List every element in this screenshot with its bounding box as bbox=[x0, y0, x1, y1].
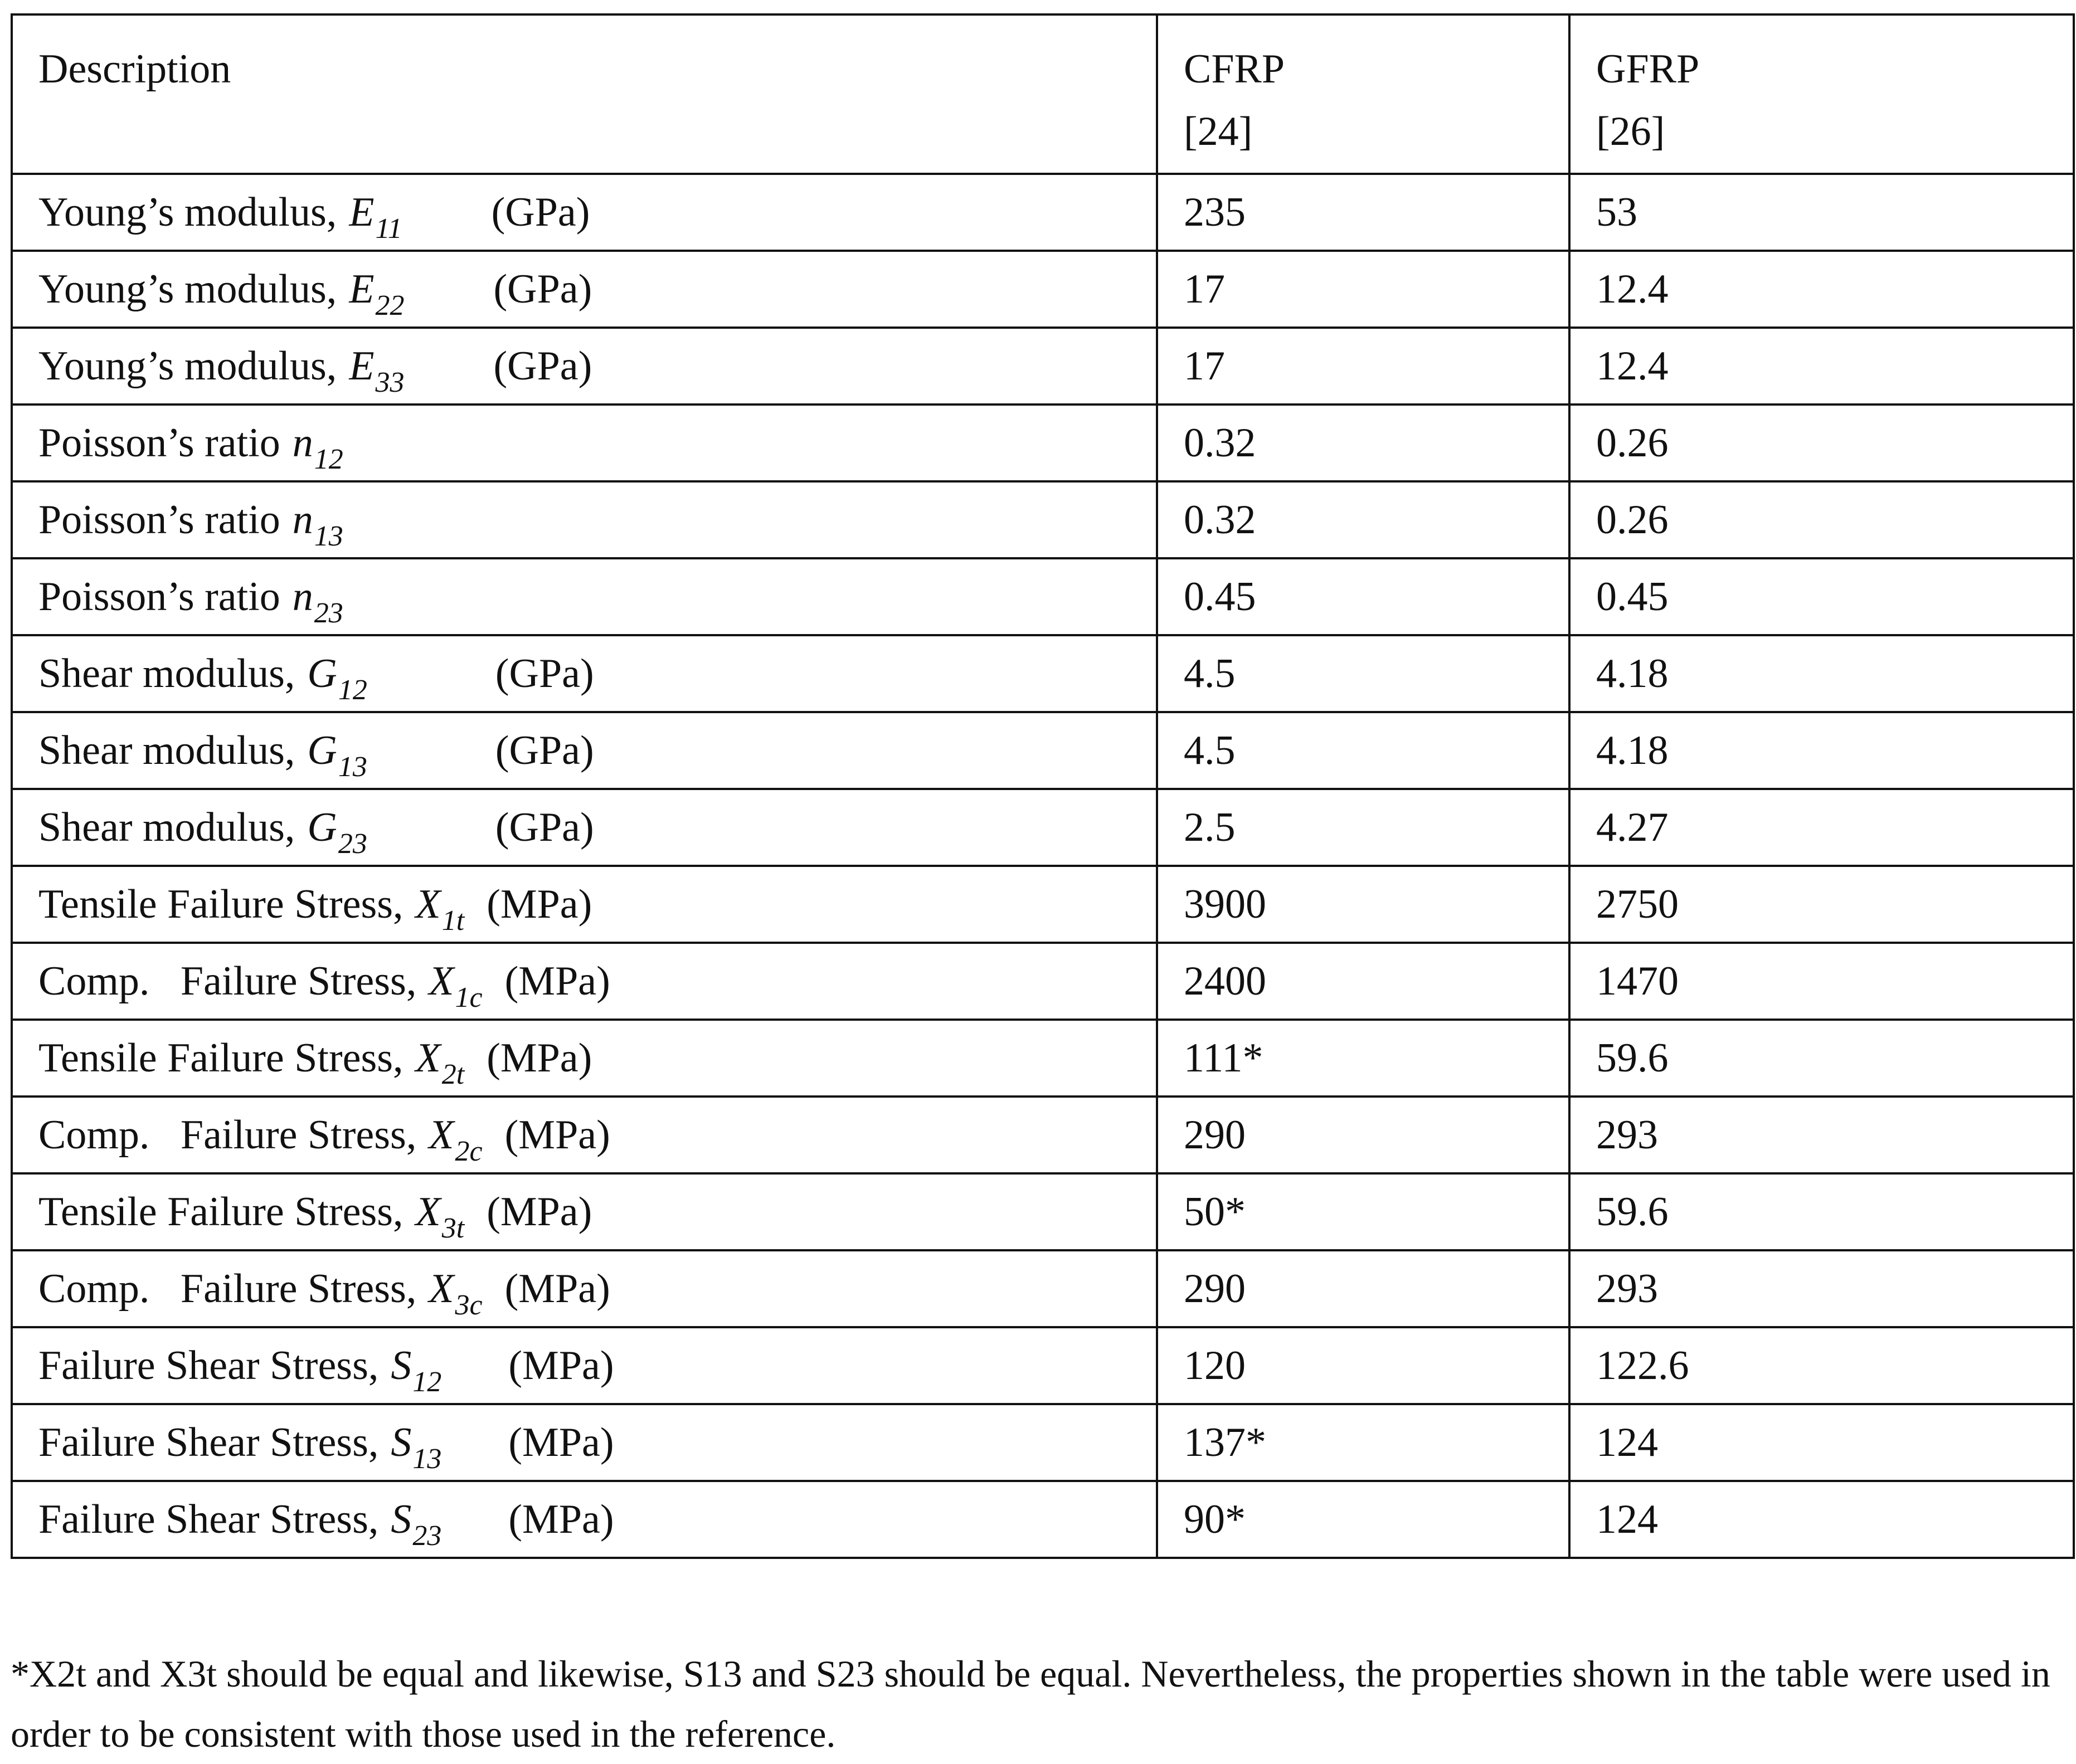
property-unit: (MPa) bbox=[504, 958, 610, 1004]
gfrp-value-cell: 4.18 bbox=[1569, 712, 2074, 789]
property-symbol bbox=[292, 420, 343, 475]
property-label: Poisson’s ratio bbox=[38, 574, 280, 620]
symbol-base: G bbox=[307, 805, 337, 850]
header-gfrp bbox=[1569, 14, 2074, 174]
description-cell bbox=[12, 1097, 1157, 1173]
property-symbol bbox=[429, 1266, 483, 1321]
description-cell bbox=[12, 789, 1157, 866]
gfrp-value-cell: 4.27 bbox=[1569, 789, 2074, 866]
symbol-subscript: 13 bbox=[338, 751, 367, 783]
symbol-base: n bbox=[292, 420, 313, 466]
gfrp-value-cell: 59.6 bbox=[1569, 1020, 2074, 1097]
table-row bbox=[12, 1481, 2074, 1558]
description-cell bbox=[12, 943, 1157, 1020]
material-properties-table bbox=[11, 13, 2075, 1559]
description-cell bbox=[12, 328, 1157, 405]
table-row bbox=[12, 251, 2074, 328]
symbol-base: S bbox=[391, 1420, 412, 1465]
property-symbol bbox=[429, 958, 483, 1013]
description-cell bbox=[12, 635, 1157, 712]
property-unit: (MPa) bbox=[504, 1266, 610, 1312]
property-symbol bbox=[292, 497, 343, 552]
property-unit: (MPa) bbox=[508, 1420, 614, 1465]
property-symbol bbox=[307, 728, 367, 783]
table-header-row bbox=[12, 14, 2074, 174]
symbol-subscript: 2c bbox=[455, 1136, 483, 1167]
header-cfrp-reference: [24] bbox=[1184, 109, 1253, 154]
table-row bbox=[12, 1404, 2074, 1481]
gfrp-value-cell: 293 bbox=[1569, 1250, 2074, 1327]
property-unit: (MPa) bbox=[508, 1497, 614, 1542]
symbol-subscript: 3c bbox=[455, 1289, 483, 1321]
symbol-subscript: 1t bbox=[441, 905, 465, 937]
symbol-base: E bbox=[349, 343, 375, 389]
gfrp-value-cell: 0.26 bbox=[1569, 405, 2074, 481]
property-unit: (GPa) bbox=[491, 189, 590, 235]
header-cfrp-label: CFRP bbox=[1184, 46, 1285, 92]
symbol-base: E bbox=[349, 266, 375, 312]
property-symbol bbox=[349, 343, 405, 398]
table-row bbox=[12, 558, 2074, 635]
gfrp-value-cell: 0.45 bbox=[1569, 558, 2074, 635]
gfrp-value-cell: 124 bbox=[1569, 1404, 2074, 1481]
symbol-subscript: 13 bbox=[314, 520, 343, 552]
property-label: Comp. Failure Stress, bbox=[38, 1266, 417, 1312]
gfrp-value-cell: 0.26 bbox=[1569, 481, 2074, 558]
property-symbol bbox=[415, 881, 465, 937]
gfrp-value-cell: 12.4 bbox=[1569, 328, 2074, 405]
property-label: Poisson’s ratio bbox=[38, 497, 280, 543]
gfrp-value-cell: 53 bbox=[1569, 174, 2074, 251]
gfrp-value-cell: 59.6 bbox=[1569, 1173, 2074, 1250]
property-unit: (MPa) bbox=[487, 1189, 592, 1235]
property-unit: (MPa) bbox=[487, 1035, 592, 1081]
cfrp-value-cell: 2.5 bbox=[1157, 789, 1569, 866]
description-cell bbox=[12, 1173, 1157, 1250]
property-symbol bbox=[349, 189, 402, 245]
gfrp-value-cell: 12.4 bbox=[1569, 251, 2074, 328]
cfrp-value-cell: 0.45 bbox=[1157, 558, 1569, 635]
header-gfrp-reference: [26] bbox=[1596, 109, 1665, 154]
gfrp-value-cell: 124 bbox=[1569, 1481, 2074, 1558]
cfrp-value-cell: 290 bbox=[1157, 1097, 1569, 1173]
symbol-base: X bbox=[429, 1112, 454, 1158]
cfrp-value-cell: 137* bbox=[1157, 1404, 1569, 1481]
property-label: Young’s modulus, bbox=[38, 343, 337, 389]
cfrp-value-cell: 120 bbox=[1157, 1327, 1569, 1404]
property-symbol bbox=[391, 1343, 442, 1398]
property-symbol bbox=[307, 651, 367, 706]
description-cell bbox=[12, 405, 1157, 481]
symbol-subscript: 2t bbox=[441, 1059, 465, 1090]
symbol-subscript: 12 bbox=[314, 444, 343, 475]
property-unit: (GPa) bbox=[495, 728, 594, 773]
cfrp-value-cell: 17 bbox=[1157, 251, 1569, 328]
symbol-subscript: 23 bbox=[412, 1520, 442, 1552]
symbol-subscript: 12 bbox=[338, 674, 367, 706]
table-row bbox=[12, 1020, 2074, 1097]
symbol-subscript: 12 bbox=[412, 1366, 442, 1398]
symbol-subscript: 13 bbox=[412, 1443, 442, 1475]
symbol-subscript: 22 bbox=[375, 290, 405, 321]
property-symbol bbox=[292, 574, 343, 629]
cfrp-value-cell: 4.5 bbox=[1157, 712, 1569, 789]
property-label: Failure Shear Stress, bbox=[38, 1497, 379, 1542]
symbol-subscript: 23 bbox=[338, 828, 367, 860]
cfrp-value-cell: 17 bbox=[1157, 328, 1569, 405]
cfrp-value-cell: 290 bbox=[1157, 1250, 1569, 1327]
description-cell bbox=[12, 1020, 1157, 1097]
property-unit: (MPa) bbox=[508, 1343, 614, 1388]
property-label: Failure Shear Stress, bbox=[38, 1343, 379, 1388]
symbol-base: X bbox=[429, 958, 454, 1004]
property-label: Poisson’s ratio bbox=[38, 420, 280, 466]
symbol-subscript: 23 bbox=[314, 597, 343, 629]
symbol-base: S bbox=[391, 1497, 412, 1542]
table-row bbox=[12, 1250, 2074, 1327]
symbol-subscript: 1c bbox=[455, 982, 483, 1013]
gfrp-value-cell: 1470 bbox=[1569, 943, 2074, 1020]
property-unit: (MPa) bbox=[487, 881, 592, 927]
property-label: Tensile Failure Stress, bbox=[38, 881, 403, 927]
symbol-base: n bbox=[292, 574, 313, 620]
symbol-base: X bbox=[415, 1035, 441, 1081]
description-cell bbox=[12, 1481, 1157, 1558]
table-row bbox=[12, 174, 2074, 251]
header-description-label: Description bbox=[38, 46, 231, 92]
cfrp-value-cell: 111* bbox=[1157, 1020, 1569, 1097]
property-symbol bbox=[429, 1112, 483, 1167]
cfrp-value-cell: 4.5 bbox=[1157, 635, 1569, 712]
cfrp-value-cell: 50* bbox=[1157, 1173, 1569, 1250]
symbol-base: E bbox=[349, 189, 375, 235]
property-label: Failure Shear Stress, bbox=[38, 1420, 379, 1465]
property-unit: (GPa) bbox=[495, 805, 594, 850]
symbol-base: X bbox=[415, 1189, 441, 1235]
property-label: Young’s modulus, bbox=[38, 266, 337, 312]
property-unit: (GPa) bbox=[493, 266, 592, 312]
property-label: Comp. Failure Stress, bbox=[38, 958, 417, 1004]
table-row bbox=[12, 635, 2074, 712]
cfrp-value-cell: 0.32 bbox=[1157, 481, 1569, 558]
cfrp-value-cell: 0.32 bbox=[1157, 405, 1569, 481]
property-label: Comp. Failure Stress, bbox=[38, 1112, 417, 1158]
description-cell bbox=[12, 481, 1157, 558]
table-row bbox=[12, 405, 2074, 481]
property-symbol bbox=[415, 1189, 465, 1244]
description-cell bbox=[12, 866, 1157, 943]
gfrp-value-cell: 4.18 bbox=[1569, 635, 2074, 712]
symbol-base: S bbox=[391, 1343, 412, 1388]
header-gfrp-label: GFRP bbox=[1596, 46, 1700, 92]
table-row bbox=[12, 866, 2074, 943]
description-cell bbox=[12, 712, 1157, 789]
table-row bbox=[12, 712, 2074, 789]
symbol-subscript: 33 bbox=[375, 367, 405, 398]
table-row bbox=[12, 1097, 2074, 1173]
property-unit: (GPa) bbox=[495, 651, 594, 696]
table-row bbox=[12, 1327, 2074, 1404]
property-label: Shear modulus, bbox=[38, 651, 295, 696]
cfrp-value-cell: 235 bbox=[1157, 174, 1569, 251]
symbol-base: X bbox=[415, 881, 441, 927]
table-row bbox=[12, 481, 2074, 558]
table-row bbox=[12, 328, 2074, 405]
description-cell bbox=[12, 1327, 1157, 1404]
symbol-subscript: 3t bbox=[441, 1212, 465, 1244]
description-cell bbox=[12, 558, 1157, 635]
symbol-base: G bbox=[307, 728, 337, 773]
property-label: Young’s modulus, bbox=[38, 189, 337, 235]
property-symbol bbox=[307, 805, 367, 860]
table-body bbox=[12, 14, 2074, 1558]
gfrp-value-cell: 2750 bbox=[1569, 866, 2074, 943]
property-symbol bbox=[391, 1497, 442, 1552]
cfrp-value-cell: 2400 bbox=[1157, 943, 1569, 1020]
property-label: Shear modulus, bbox=[38, 805, 295, 850]
table-row bbox=[12, 1173, 2074, 1250]
table-row bbox=[12, 789, 2074, 866]
description-cell bbox=[12, 251, 1157, 328]
property-symbol bbox=[415, 1035, 465, 1090]
property-label: Tensile Failure Stress, bbox=[38, 1189, 403, 1235]
property-label: Shear modulus, bbox=[38, 728, 295, 773]
description-cell bbox=[12, 1404, 1157, 1481]
table-row bbox=[12, 943, 2074, 1020]
symbol-base: n bbox=[292, 497, 313, 543]
header-description bbox=[12, 14, 1157, 174]
property-symbol bbox=[349, 266, 405, 321]
gfrp-value-cell: 293 bbox=[1569, 1097, 2074, 1173]
gfrp-value-cell: 122.6 bbox=[1569, 1327, 2074, 1404]
property-unit: (MPa) bbox=[504, 1112, 610, 1158]
table-footnote: *X2t and X3t should be equal and likewise, S13 and S23 should be equal. Nevertheless, the properties shown in the table were used in order to be consistent with those used in the reference. bbox=[11, 1653, 2050, 1755]
header-cfrp bbox=[1157, 14, 1569, 174]
symbol-base: X bbox=[429, 1266, 454, 1312]
cfrp-value-cell: 90* bbox=[1157, 1481, 1569, 1558]
description-cell bbox=[12, 174, 1157, 251]
symbol-subscript: 11 bbox=[375, 213, 402, 245]
property-label: Tensile Failure Stress, bbox=[38, 1035, 403, 1081]
description-cell bbox=[12, 1250, 1157, 1327]
cfrp-value-cell: 3900 bbox=[1157, 866, 1569, 943]
symbol-base: G bbox=[307, 651, 337, 696]
property-symbol bbox=[391, 1420, 442, 1475]
property-unit: (GPa) bbox=[493, 343, 592, 389]
